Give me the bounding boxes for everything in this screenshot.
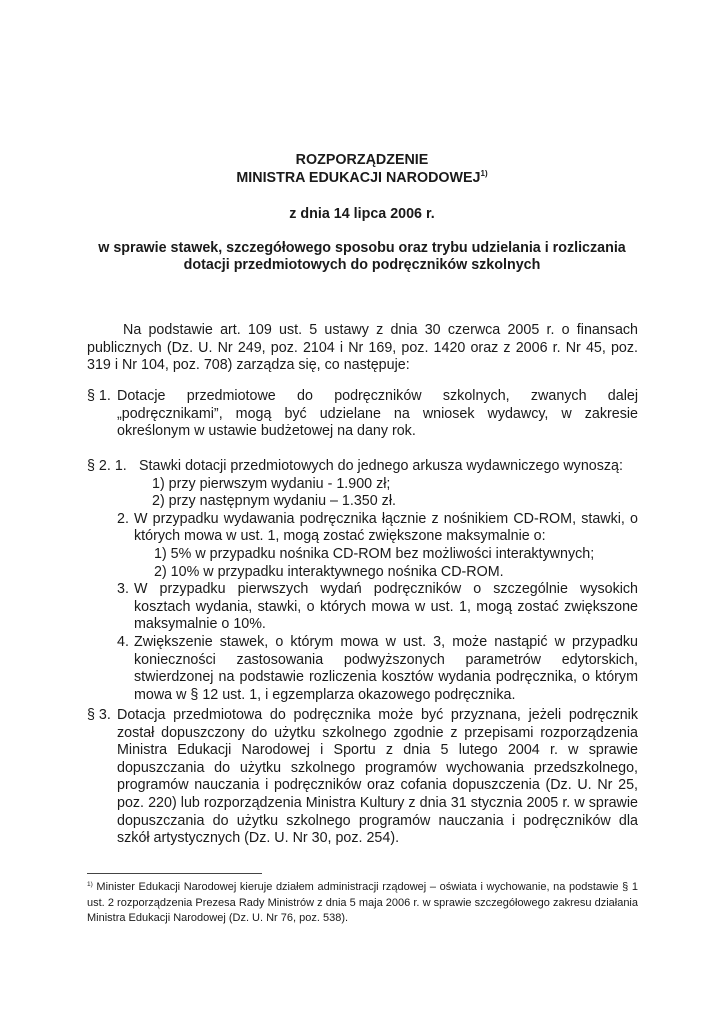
par2-section-1-item: 2) przy następnym wydaniu – 1.350 zł. [152,493,396,510]
paragraph-2 [87,458,638,704]
subject-line-2: dotacji przedmiotowych do podręczników szkolnych [183,257,541,273]
title-line-2 [60,170,664,188]
par2-section-3-text: W przypadku pierwszych wydań podręczników o szczególnie wysokich kosztach wydania, stawki, o których mowa w ust. 1, mogą zostać zwiększone maksymalnie o 10%. [134,581,638,633]
par2-section-2-label: 2. [117,510,129,527]
par2-section-2 [117,511,638,546]
paragraph-3 [87,707,638,848]
paragraph-1 [87,388,638,441]
footnote [87,880,638,927]
intro-paragraph: Na podstawie art. 109 ust. 5 ustawy z dnia 30 czerwca 2005 r. o finansach publicznych (Dz. U. Nr 249, poz. 2104 i Nr 169, poz. 1420 oraz z 2006 r. Nr 45, poz. 319 i Nr 104, poz. 708) zarządza się, co następuje: [87,322,638,374]
footnote-divider [87,873,262,874]
title-line-1: ROZPORZĄDZENIE [295,152,429,168]
footnote-text: Minister Edukacji Narodowej kieruje działem administracji rządowej – oświata i wychowanie, na podstawie § 1 ust. 2 rozporządzenia Prezesa Rady Ministrów z dnia 5 maja 2006 r. w sprawie szczegółowego zakresu działania Ministra Edukacji Narodowej (Dz. U. Nr 76, poz. 538). [87,881,638,924]
title-line-2-text: MINISTRA EDUKACJI NARODOWEJ [236,170,481,186]
par2-section-1 [87,458,638,476]
par2-section-4-text: Zwiększenie stawek, o którym mowa w ust. 3, może nastąpić w przypadku konieczności zastosowania podwyższonych parametrów edytorskich, stwierdzonej na podstawie rozliczenia kosztów wydania podręcznika, o którym mowa w § 12 ust. 1, i egzemplarza okazowego podręcznika. [134,633,638,703]
paragraph-3-text: Dotacja przedmiotowa do podręcznika może być przyznana, jeżeli podręcznik został dopuszczony do użytku szkolnego zgodnie z przepisami rozporządzenia Ministra Edukacji Narodowej i Sportu z dnia 5 lutego 2004 r. w sprawie dopuszczania do użytku szkolnego programów wychowania przedszkolnego, programów nauczania i podręczników oraz cofania dopuszczenia (Dz. U. Nr 25, poz. 220) lub rozporządzenia Ministra Kultury z dnia 31 stycznia 2005 r. w sprawie dopuszczania do użytku szkolnego programów nauczania i podręczników dla szkół artystycznych (Dz. U. Nr 30, poz. 254). [117,707,638,847]
par2-section-2-item: 1) 5% w przypadku nośnika CD-ROM bez możliwości interaktywnych; [154,545,595,562]
par2-section-3 [117,581,638,634]
paragraph-1-text: Dotacje przedmiotowe do podręczników szkolnych, zwanych dalej „podręcznikami”, mogą być udzielane na wniosek wydawcy, w zakresie określonym w ustawie budżetowej na dany rok. [117,388,638,440]
par2-section-4-label: 4. [117,633,129,650]
par2-section-2-text: W przypadku wydawania podręcznika łącznie z nośnikiem CD-ROM, stawki, o których mowa w ust. 1, mogą zostać zwiększone maksymalnie o: [134,510,638,545]
paragraph-3-label: § 3. [87,707,111,723]
subject-line-1: w sprawie stawek, szczegółowego sposobu oraz trybu udzielania i rozliczania [98,240,626,256]
par2-section-1-text: Stawki dotacji przedmiotowych do jednego arkusza wydawniczego wynoszą: [139,458,623,474]
par2-section-1-item: 1) przy pierwszym wydaniu - 1.900 zł; [152,475,391,492]
par2-section-2-item: 2) 10% w przypadku interaktywnego nośnika CD-ROM. [154,563,504,580]
paragraph-1-label: § 1. [87,388,111,404]
footnote-reference: 1) [480,169,488,178]
par2-section-4 [117,634,638,704]
document-date: z dnia 14 lipca 2006 r. [289,206,435,222]
par2-section-3-label: 3. [117,581,129,598]
footnote-mark: 1) [87,881,93,888]
par2-label: § 2. 1. [87,458,127,474]
